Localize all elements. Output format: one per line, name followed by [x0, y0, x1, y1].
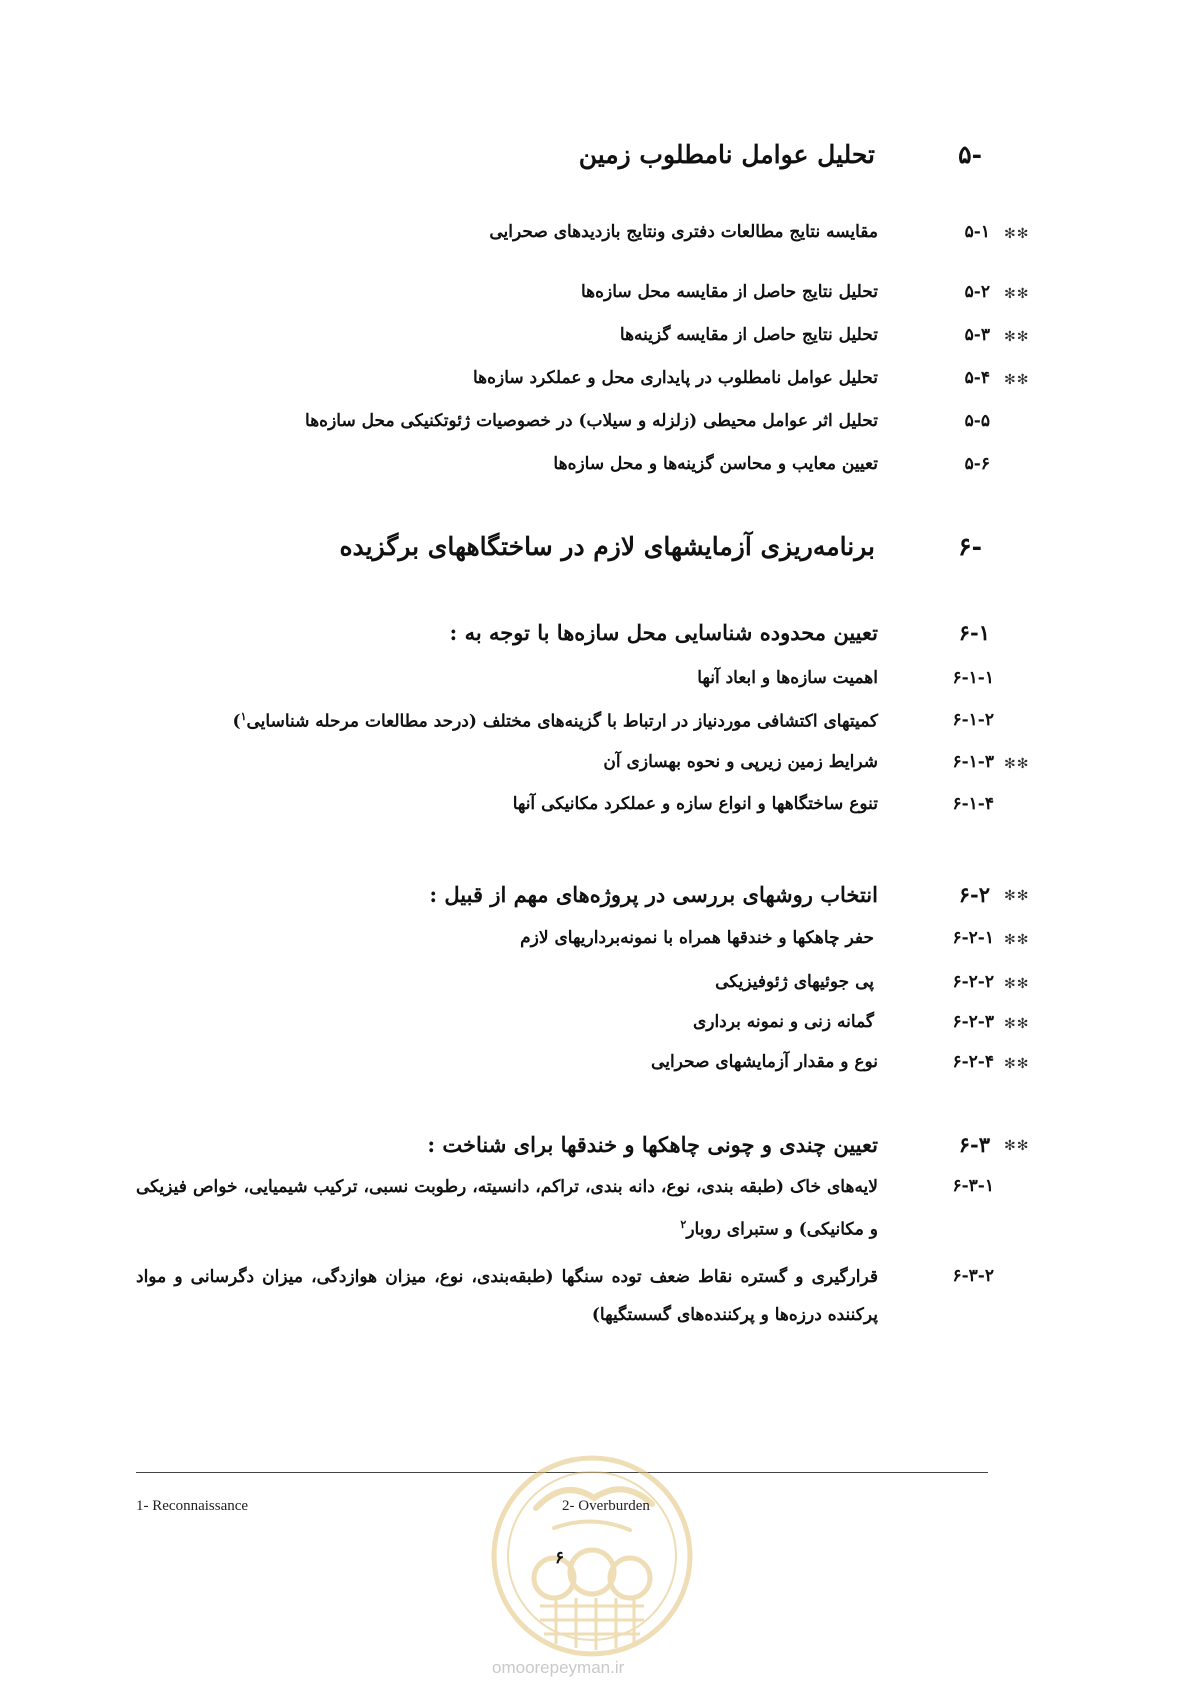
- list-item: [0, 1266, 1190, 1346]
- item-text-body: لایه‌های خاک (طبقه بندی، نوع، دانه بندی، تراکم، دانسیته، رطوبت نسبی، ترکیب شیمیایی، خواص فیزیکی و مکانیکی) و ستبرای روبار: [136, 1177, 878, 1240]
- item-number: ۵-۳: [964, 325, 990, 345]
- list-item: [0, 752, 1190, 782]
- item-number: ۵-۶: [964, 454, 990, 474]
- list-item: [0, 454, 1190, 484]
- star-marker-icon: ✻✻: [1004, 932, 1030, 948]
- item-number: ۵-۵: [964, 411, 990, 431]
- item-number: ۶-۳-۱: [952, 1176, 994, 1196]
- item-text: گمانه زنی و نمونه برداری: [692, 1012, 874, 1032]
- item-text: حفر چاهکها و خندقها همراه با نمونه‌برداریهای لازم: [520, 928, 874, 948]
- star-marker-icon: ✻✻: [1004, 1016, 1030, 1032]
- star-marker-icon: ✻✻: [1004, 286, 1030, 302]
- list-item: [0, 1176, 1190, 1256]
- subsection-6-2-heading: [0, 882, 1190, 916]
- list-item: [0, 972, 1190, 1002]
- omoorepeyman-logo-icon: [484, 1448, 700, 1664]
- section-title: تحلیل عوامل نامطلوب زمین: [578, 140, 875, 169]
- item-text: تحلیل نتایج حاصل از مقایسه محل سازه‌ها: [580, 282, 878, 302]
- item-text: پی جوئیهای ژئوفیزیکی: [715, 972, 874, 992]
- list-item: [0, 222, 1190, 252]
- item-text-tail: ): [232, 711, 241, 732]
- footnote-1: 1- Reconnaissance: [136, 1498, 249, 1514]
- item-text: اهمیت سازه‌ها و ابعاد آنها: [697, 668, 878, 688]
- item-text-body: کمیتهای اکتشافی موردنیاز در ارتباط با گزینه‌های مختلف (درحد مطالعات مرحله شناسایی: [246, 711, 878, 732]
- star-marker-icon: ✻✻: [1004, 372, 1030, 388]
- item-number: ۵-۴: [964, 368, 990, 388]
- item-number: ۶-۱-۴: [952, 794, 994, 814]
- list-item: [0, 411, 1190, 441]
- item-number: ۶-۱-۳: [952, 752, 994, 772]
- item-number: ۶-۳-۲: [952, 1266, 994, 1286]
- item-number: ۶-۲-۴: [952, 1052, 994, 1072]
- subsection-title: انتخاب روشهای بررسی در پروژه‌های مهم از قبیل :: [429, 882, 878, 907]
- watermark-url: omoorepeyman.ir: [492, 1658, 625, 1677]
- subsection-number: ۶-۲: [958, 882, 990, 907]
- item-text: قرارگیری و گستره نقاط ضعف توده سنگها (طبقه‌بندی، نوع، میزان هوازدگی، میزان دگرسانی و مواد پرکننده درزه‌ها و پرکننده‌های گسستگیها): [136, 1267, 878, 1325]
- star-marker-icon: ✻✻: [1004, 226, 1030, 242]
- subsection-number: ۶-۳: [958, 1132, 990, 1157]
- subsection-title: تعیین چندی و چونی چاهکها و خندقها برای شناخت :: [427, 1132, 878, 1157]
- item-number: ۵-۲: [964, 282, 990, 302]
- list-item: [0, 668, 1190, 698]
- item-text: [136, 1168, 878, 1249]
- list-item: [0, 710, 1190, 740]
- subsection-6-3-heading: [0, 1132, 1190, 1166]
- section-number: -۵: [958, 140, 982, 169]
- item-text: تنوع ساختگاهها و انواع سازه و عملکرد مکانیکی آنها: [512, 794, 878, 814]
- list-item: [0, 282, 1190, 312]
- star-marker-icon: ✻✻: [1004, 1138, 1030, 1154]
- list-item: [0, 325, 1190, 355]
- list-item: [0, 368, 1190, 398]
- star-marker-icon: ✻✻: [1004, 1056, 1030, 1072]
- item-number: ۵-۱: [964, 222, 990, 242]
- item-text: [233, 710, 878, 732]
- list-item: [0, 1012, 1190, 1042]
- star-marker-icon: ✻✻: [1004, 329, 1030, 345]
- star-marker-icon: ✻✻: [1004, 888, 1030, 904]
- section-title: برنامه‌ریزی آزمایشهای لازم در ساختگاههای برگزیده: [339, 532, 875, 561]
- item-number: ۶-۱-۲: [952, 710, 994, 730]
- item-text: تحلیل نتایج حاصل از مقایسه گزینه‌ها: [619, 325, 878, 345]
- section-6-heading: [0, 532, 1190, 572]
- list-item: [0, 928, 1190, 958]
- item-number: ۶-۲-۲: [952, 972, 994, 992]
- section-number: -۶: [958, 532, 982, 561]
- footnote-2: 2- Overburden: [562, 1498, 650, 1514]
- subsection-6-1-heading: [0, 620, 1190, 654]
- item-number: ۶-۲-۱: [952, 928, 994, 948]
- item-text: نوع و مقدار آزمایشهای صحرایی: [651, 1052, 878, 1072]
- page-number: ۶: [555, 1548, 565, 1568]
- item-text: تحلیل اثر عوامل محیطی (زلزله و سیلاب) در خصوصیات ژئوتکنیکی محل سازه‌ها: [305, 411, 878, 431]
- section-5-heading: [0, 140, 1190, 180]
- subsection-title: تعیین محدوده شناسایی محل سازه‌ها با توجه به :: [449, 620, 878, 645]
- item-number: ۶-۲-۳: [952, 1012, 994, 1032]
- item-text: تحلیل عوامل نامطلوب در پایداری محل و عملکرد سازه‌ها: [472, 368, 878, 388]
- star-marker-icon: ✻✻: [1004, 976, 1030, 992]
- list-item: [0, 1052, 1190, 1082]
- list-item: [0, 794, 1190, 824]
- footnote-marker: ۱: [240, 710, 247, 723]
- item-text: شرایط زمین زیرپی و نحوه بهسازی آن: [603, 752, 878, 772]
- item-text: تعیین معایب و محاسن گزینه‌ها و محل سازه‌ها: [553, 454, 878, 474]
- subsection-number: ۶-۱: [958, 620, 990, 645]
- item-text: مقایسه نتایج مطالعات دفتری ونتایج بازدیدهای صحرایی: [489, 222, 878, 242]
- footnote-marker: ۲: [680, 1218, 687, 1231]
- star-marker-icon: ✻✻: [1004, 756, 1030, 772]
- item-number: ۶-۱-۱: [952, 668, 994, 688]
